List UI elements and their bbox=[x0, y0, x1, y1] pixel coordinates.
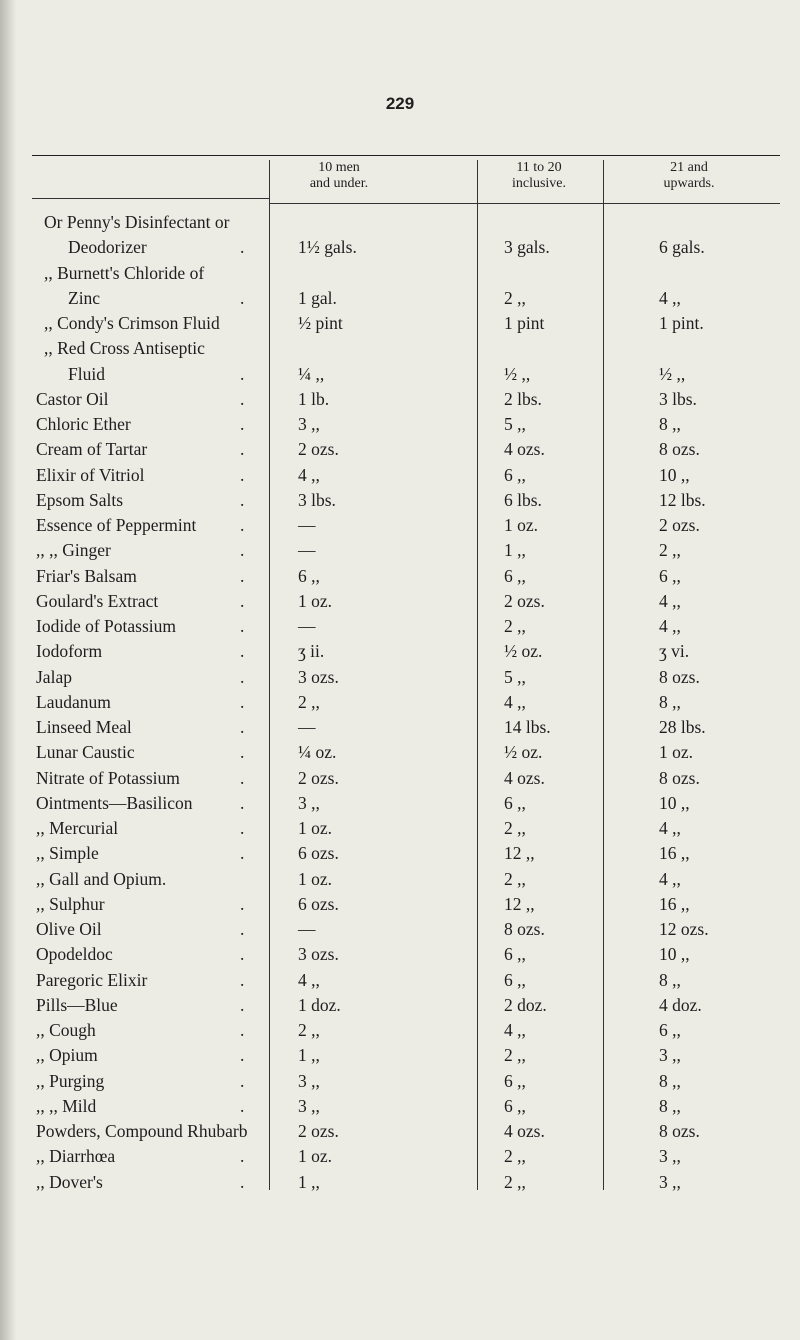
item-name: ,, ,, Mild bbox=[36, 1095, 97, 1116]
table-row bbox=[0, 589, 800, 614]
table-row bbox=[0, 437, 800, 462]
item-name: ,, Opium bbox=[36, 1045, 98, 1066]
quantity-col-3: 12 ozs. bbox=[659, 919, 709, 939]
quantity-col-2: 2 ,, bbox=[504, 868, 526, 889]
dot-leader: . bbox=[240, 641, 245, 662]
quantity-col-3: 3 lbs. bbox=[659, 388, 697, 409]
quantity-col-2: 12 ,, bbox=[504, 843, 535, 864]
item-name: Linseed Meal bbox=[36, 717, 132, 737]
table-row bbox=[0, 387, 800, 412]
dot-leader: . bbox=[240, 1146, 245, 1167]
dot-leader: . bbox=[240, 439, 245, 460]
quantity-col-2: ½ oz. bbox=[504, 641, 543, 662]
quantity-col-1: 2 ,, bbox=[298, 1020, 320, 1040]
quantity-col-2: 5 ,, bbox=[504, 414, 526, 434]
dot-leader: . bbox=[240, 893, 245, 914]
table-row bbox=[0, 311, 800, 336]
quantity-col-3: 4 ,, bbox=[659, 287, 681, 308]
quantity-col-3: 4 ,, bbox=[659, 868, 681, 889]
table-row bbox=[0, 892, 800, 917]
quantity-col-2: 2 lbs. bbox=[504, 388, 542, 409]
table-row bbox=[0, 841, 800, 866]
dot-leader: . bbox=[240, 843, 245, 864]
quantity-col-2: 5 ,, bbox=[504, 666, 526, 687]
table-row bbox=[0, 261, 800, 286]
item-name: Olive Oil bbox=[36, 919, 102, 939]
table-row bbox=[0, 942, 800, 967]
quantity-col-3: 1 oz. bbox=[659, 742, 694, 763]
quantity-col-2: 4 ozs. bbox=[504, 1121, 545, 1141]
item-name: Nitrate of Potassium bbox=[36, 767, 180, 788]
table-row bbox=[0, 665, 800, 690]
item-name: Deodorizer bbox=[68, 237, 147, 258]
quantity-col-3: 4 ,, bbox=[659, 590, 681, 611]
quantity-col-1: — bbox=[298, 717, 316, 737]
quantity-col-3: 4 doz. bbox=[659, 994, 702, 1015]
quantity-col-2: 2 ,, bbox=[504, 1171, 526, 1192]
quantity-col-3: 1 pint. bbox=[659, 313, 704, 333]
item-name: Elixir of Vitriol bbox=[36, 464, 145, 485]
item-name: Chloric Ether bbox=[36, 414, 131, 434]
table-row bbox=[0, 1119, 800, 1144]
quantity-col-1: — bbox=[298, 616, 316, 636]
quantity-col-1: ¼ oz. bbox=[298, 742, 337, 763]
quantity-col-1: 1 oz. bbox=[298, 868, 333, 889]
item-name: Friar's Balsam bbox=[36, 565, 137, 586]
dot-leader: . bbox=[240, 1070, 245, 1091]
column-header-line: 11 to 20 bbox=[516, 160, 562, 175]
quantity-col-2: 2 ,, bbox=[504, 616, 526, 636]
dot-leader: . bbox=[240, 590, 245, 611]
quantity-col-3: 8 ,, bbox=[659, 1095, 681, 1116]
quantity-col-3: 4 ,, bbox=[659, 818, 681, 838]
quantity-col-1: 1 doz. bbox=[298, 994, 341, 1015]
table-row bbox=[0, 715, 800, 740]
table-row bbox=[0, 690, 800, 715]
quantity-col-3: 3 ,, bbox=[659, 1171, 681, 1192]
quantity-col-3: 16 ,, bbox=[659, 843, 690, 864]
quantity-col-2: 6 ,, bbox=[504, 565, 526, 586]
column-header-line: 10 men bbox=[318, 160, 360, 175]
quantity-col-1: 1 gal. bbox=[298, 287, 337, 308]
quantity-col-1: 6 ,, bbox=[298, 565, 320, 586]
item-name: Laudanum bbox=[36, 691, 111, 712]
quantity-col-1: 4 ,, bbox=[298, 464, 320, 485]
quantity-col-3: ʒ vi. bbox=[659, 641, 690, 662]
table-row bbox=[0, 488, 800, 513]
table-row bbox=[0, 286, 800, 311]
item-name: Pills—Blue bbox=[36, 994, 118, 1015]
quantity-col-2: 14 lbs. bbox=[504, 717, 551, 737]
item-name: Epsom Salts bbox=[36, 489, 124, 510]
quantity-col-2: 2 ,, bbox=[504, 1146, 526, 1167]
dot-leader: . bbox=[240, 1095, 245, 1116]
quantity-col-1: 1 ,, bbox=[298, 1045, 320, 1066]
quantity-col-3: 8 ozs. bbox=[659, 767, 700, 788]
item-name: Opodeldoc bbox=[36, 944, 113, 965]
quantity-col-3: ½ ,, bbox=[659, 363, 686, 384]
dot-leader: . bbox=[240, 818, 245, 838]
quantity-col-3: 6 gals. bbox=[659, 237, 705, 258]
dot-leader: . bbox=[240, 666, 245, 687]
item-name: Lunar Caustic bbox=[36, 742, 135, 763]
quantity-col-3: 8 ,, bbox=[659, 691, 681, 712]
table-row bbox=[0, 816, 800, 841]
dot-leader: . bbox=[240, 363, 245, 384]
header-rule bbox=[32, 198, 269, 199]
dot-leader: . bbox=[240, 792, 245, 813]
quantity-col-2: ½ oz. bbox=[504, 742, 543, 763]
table-row bbox=[0, 614, 800, 639]
table-row bbox=[0, 463, 800, 488]
table-row bbox=[0, 968, 800, 993]
table-top-rule bbox=[32, 155, 780, 156]
quantity-col-2: 8 ozs. bbox=[504, 919, 545, 939]
quantity-col-1: 2 ozs. bbox=[298, 1121, 339, 1141]
quantity-col-1: 1 oz. bbox=[298, 1146, 333, 1167]
quantity-col-1: 3 ozs. bbox=[298, 944, 339, 965]
item-name: Iodide of Potassium bbox=[36, 616, 176, 636]
item-name: ,, Dover's bbox=[36, 1171, 103, 1192]
table-row bbox=[0, 867, 800, 892]
quantity-col-1: 3 ,, bbox=[298, 1095, 320, 1116]
item-name: ,, ,, Ginger bbox=[36, 540, 111, 561]
dot-leader: . bbox=[240, 414, 245, 434]
quantity-col-2: 6 ,, bbox=[504, 969, 526, 990]
quantity-col-2: 6 ,, bbox=[504, 1070, 526, 1091]
header-rule bbox=[270, 203, 780, 204]
table-row bbox=[0, 1094, 800, 1119]
quantity-col-3: 28 lbs. bbox=[659, 717, 706, 737]
table-row bbox=[0, 564, 800, 589]
item-name: Essence of Peppermint bbox=[36, 515, 197, 535]
quantity-col-1: 6 ozs. bbox=[298, 843, 339, 864]
quantity-col-1: — bbox=[298, 540, 316, 561]
quantity-col-1: 3 lbs. bbox=[298, 489, 336, 510]
item-name: ,, Simple bbox=[36, 843, 99, 864]
quantity-col-1: 1 oz. bbox=[298, 590, 333, 611]
quantity-col-3: 10 ,, bbox=[659, 464, 690, 485]
quantity-col-1: — bbox=[298, 919, 316, 939]
dot-leader: . bbox=[240, 464, 245, 485]
quantity-col-1: 1 ,, bbox=[298, 1171, 320, 1192]
dot-leader: . bbox=[240, 540, 245, 561]
table-row bbox=[0, 513, 800, 538]
quantity-col-3: 10 ,, bbox=[659, 792, 690, 813]
dot-leader: . bbox=[240, 969, 245, 990]
quantity-col-2: 6 ,, bbox=[504, 792, 526, 813]
quantity-col-1: 1 lb. bbox=[298, 388, 330, 409]
quantity-col-3: 2 ozs. bbox=[659, 515, 700, 535]
column-header-line: inclusive. bbox=[511, 176, 567, 191]
quantity-col-2: 1 pint bbox=[504, 313, 545, 333]
dot-leader: . bbox=[240, 1020, 245, 1040]
quantity-col-1: 3 ozs. bbox=[298, 666, 339, 687]
quantity-col-3: 4 ,, bbox=[659, 616, 681, 636]
table-row bbox=[0, 538, 800, 563]
dot-leader: . bbox=[240, 489, 245, 510]
quantity-col-2: 4 ozs. bbox=[504, 439, 545, 460]
table-row bbox=[0, 766, 800, 791]
dot-leader: . bbox=[240, 515, 245, 535]
quantity-col-2: 2 doz. bbox=[504, 994, 547, 1015]
item-name: ,, Mercurial bbox=[36, 818, 119, 838]
dot-leader: . bbox=[240, 1171, 245, 1192]
quantity-col-1: 3 ,, bbox=[298, 414, 320, 434]
page-number: 229 bbox=[385, 94, 415, 113]
quantity-col-2: 1 ,, bbox=[504, 540, 526, 561]
dot-leader: . bbox=[240, 767, 245, 788]
quantity-col-2: 6 lbs. bbox=[504, 489, 542, 510]
item-name: ,, Cough bbox=[36, 1020, 96, 1040]
dot-leader: . bbox=[240, 994, 245, 1015]
quantity-col-3: 6 ,, bbox=[659, 565, 681, 586]
quantity-col-2: 1 oz. bbox=[504, 515, 539, 535]
quantity-col-2: 4 ozs. bbox=[504, 767, 545, 788]
item-name: ,, Burnett's Chloride of bbox=[44, 262, 205, 283]
column-header-10-men bbox=[270, 160, 408, 198]
column-header-line: upwards. bbox=[663, 176, 715, 191]
quantity-col-2: 3 gals. bbox=[504, 237, 550, 258]
dot-leader: . bbox=[240, 944, 245, 965]
table-row bbox=[0, 210, 800, 235]
table-row bbox=[0, 639, 800, 664]
quantity-col-1: ½ pint bbox=[298, 313, 343, 333]
table-row bbox=[0, 993, 800, 1018]
dot-leader: . bbox=[240, 237, 245, 258]
quantity-col-1: 3 ,, bbox=[298, 1070, 320, 1091]
dot-leader: . bbox=[240, 388, 245, 409]
quantity-col-3: 8 ,, bbox=[659, 969, 681, 990]
quantity-col-1: 2 ozs. bbox=[298, 767, 339, 788]
quantity-col-3: 8 ozs. bbox=[659, 1121, 700, 1141]
item-name: Or Penny's Disinfectant or bbox=[44, 212, 230, 232]
dot-leader: . bbox=[240, 616, 245, 636]
dot-leader: . bbox=[240, 691, 245, 712]
quantity-col-3: 8 ,, bbox=[659, 414, 681, 434]
column-header-line: and under. bbox=[309, 176, 369, 191]
quantity-col-3: 8 ozs. bbox=[659, 666, 700, 687]
item-name: Jalap bbox=[36, 666, 72, 687]
item-name: Iodoform bbox=[36, 641, 103, 662]
dot-leader: . bbox=[240, 919, 245, 939]
quantity-col-3: 2 ,, bbox=[659, 540, 681, 561]
table-row bbox=[0, 740, 800, 765]
item-name: Goulard's Extract bbox=[36, 590, 159, 611]
table-row bbox=[0, 336, 800, 361]
dot-leader: . bbox=[240, 565, 245, 586]
quantity-col-3: 16 ,, bbox=[659, 893, 690, 914]
table-row bbox=[0, 1043, 800, 1068]
quantity-col-3: 10 ,, bbox=[659, 944, 690, 965]
item-name: ,, Gall and Opium. bbox=[36, 868, 167, 889]
quantity-col-1: 2 ozs. bbox=[298, 439, 339, 460]
quantity-col-1: ʒ ii. bbox=[298, 641, 325, 662]
quantity-col-1: ¼ ,, bbox=[298, 363, 325, 384]
item-name: Fluid bbox=[68, 363, 105, 384]
table-row bbox=[0, 1069, 800, 1094]
quantity-col-2: ½ ,, bbox=[504, 363, 531, 384]
table-row bbox=[0, 362, 800, 387]
quantity-col-1: 6 ozs. bbox=[298, 893, 339, 914]
quantity-col-2: 6 ,, bbox=[504, 1095, 526, 1116]
item-name: ,, Purging bbox=[36, 1070, 105, 1091]
quantity-col-1: — bbox=[298, 515, 316, 535]
dot-leader: . bbox=[240, 717, 245, 737]
quantity-col-2: 4 ,, bbox=[504, 691, 526, 712]
item-name: Ointments—Basilicon bbox=[36, 792, 193, 813]
quantity-col-3: 3 ,, bbox=[659, 1045, 681, 1066]
item-name: Cream of Tartar bbox=[36, 439, 148, 460]
quantity-col-1: 1½ gals. bbox=[298, 237, 357, 258]
table-row bbox=[0, 791, 800, 816]
item-name: ,, Condy's Crimson Fluid bbox=[44, 313, 220, 333]
quantity-col-2: 12 ,, bbox=[504, 893, 535, 914]
item-name: Castor Oil bbox=[36, 388, 109, 409]
quantity-col-1: 4 ,, bbox=[298, 969, 320, 990]
item-name: Powders, Compound Rhubarb bbox=[36, 1121, 248, 1141]
dot-leader: . bbox=[240, 1045, 245, 1066]
quantity-col-1: 3 ,, bbox=[298, 792, 320, 813]
table-row bbox=[0, 412, 800, 437]
quantity-col-2: 6 ,, bbox=[504, 944, 526, 965]
table-row bbox=[0, 917, 800, 942]
quantity-col-1: 2 ,, bbox=[298, 691, 320, 712]
table-row bbox=[0, 1144, 800, 1169]
item-name: ,, Sulphur bbox=[36, 893, 105, 914]
quantity-col-3: 6 ,, bbox=[659, 1020, 681, 1040]
quantity-col-3: 8 ,, bbox=[659, 1070, 681, 1091]
quantity-col-2: 2 ozs. bbox=[504, 590, 545, 611]
quantity-col-2: 2 ,, bbox=[504, 287, 526, 308]
quantity-col-1: 1 oz. bbox=[298, 818, 333, 838]
item-name: Paregoric Elixir bbox=[36, 969, 148, 990]
quantity-col-2: 2 ,, bbox=[504, 1045, 526, 1066]
column-header-line: 21 and bbox=[670, 160, 708, 175]
item-name: Zinc bbox=[68, 287, 101, 308]
quantity-col-3: 12 lbs. bbox=[659, 489, 706, 510]
quantity-col-2: 4 ,, bbox=[504, 1020, 526, 1040]
quantity-col-3: 8 ozs. bbox=[659, 439, 700, 460]
item-name: ,, Diarrhœa bbox=[36, 1146, 116, 1167]
dot-leader: . bbox=[240, 287, 245, 308]
item-name: ,, Red Cross Antiseptic bbox=[44, 338, 205, 359]
quantity-col-2: 6 ,, bbox=[504, 464, 526, 485]
dot-leader: . bbox=[240, 742, 245, 763]
quantity-col-3: 3 ,, bbox=[659, 1146, 681, 1167]
column-header-21-upwards bbox=[604, 160, 774, 198]
quantity-col-2: 2 ,, bbox=[504, 818, 526, 838]
table-row bbox=[0, 1018, 800, 1043]
table-row bbox=[0, 1170, 800, 1195]
table-row bbox=[0, 235, 800, 260]
column-header-11-to-20 bbox=[478, 160, 600, 198]
